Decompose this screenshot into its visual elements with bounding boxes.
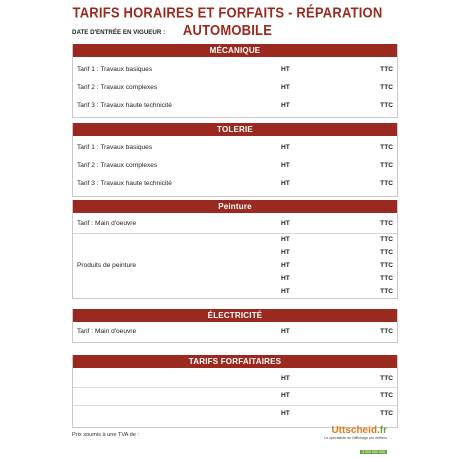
ttc-label: TTC <box>380 275 393 282</box>
ttc-label: TTC <box>380 84 393 91</box>
ttc-label: TTC <box>380 328 393 335</box>
ttc-label: TTC <box>380 392 393 399</box>
row-label: Tarif 3 : Travaux haute technicité <box>77 102 172 109</box>
brand-logo <box>324 425 387 458</box>
ttc-label: TTC <box>380 162 393 169</box>
brand-name <box>324 425 387 436</box>
ht-label: HT <box>281 410 290 417</box>
brand-phone: 3 000 000 000 <box>362 450 385 454</box>
section-title: TARIFS FORFAITAIRES <box>73 355 397 368</box>
section-title: MÉCANIQUE <box>73 44 397 57</box>
ht-label: HT <box>281 66 290 73</box>
ttc-label: TTC <box>380 288 393 295</box>
ttc-label: TTC <box>380 66 393 73</box>
ttc-label: TTC <box>380 102 393 109</box>
row-label: Tarif : Main d'oeuvre <box>77 328 137 335</box>
section-title: TOLERIE <box>73 123 397 136</box>
section-tolerie <box>72 123 398 197</box>
ttc-label: TTC <box>380 220 393 227</box>
ht-label: HT <box>281 220 290 227</box>
effective-date-label: DATE D'ENTRÉE EN VIGUEUR : <box>72 29 166 36</box>
row-label: Tarif 3 : Travaux haute technicité <box>77 180 172 187</box>
row-divider <box>73 233 397 234</box>
ttc-label: TTC <box>380 262 393 269</box>
row-label: Tarif : Main d'oeuvre <box>77 220 137 227</box>
price-sheet <box>62 0 393 455</box>
ttc-label: TTC <box>380 375 393 382</box>
ttc-label: TTC <box>380 144 393 151</box>
section-title: Peinture <box>73 200 397 213</box>
ht-label: HT <box>281 249 290 256</box>
section-forfaits <box>72 355 398 428</box>
section-mecanique <box>72 44 398 118</box>
ht-label: HT <box>281 328 290 335</box>
ht-label: HT <box>281 392 290 399</box>
section-peinture <box>72 200 398 299</box>
row-label: Tarif 2 : Travaux complexes <box>77 162 158 169</box>
vat-note: Prix soumis à une TVA de : <box>72 432 139 438</box>
ht-label: HT <box>281 275 290 282</box>
ht-label: HT <box>281 102 290 109</box>
ht-label: HT <box>281 262 290 269</box>
row-label: Produits de peinture <box>77 262 137 269</box>
brand-name-suffix: .fr <box>377 425 387 436</box>
section-electricite <box>72 309 398 343</box>
ht-label: HT <box>281 84 290 91</box>
row-label: Tarif 2 : Travaux complexes <box>77 84 158 91</box>
ht-label: HT <box>281 162 290 169</box>
section-title: ÉLECTRICITÉ <box>73 309 397 322</box>
page-title: TARIFS HORAIRES ET FORFAITS - RÉPARATION AUTOMOBILE <box>72 3 383 39</box>
ttc-label: TTC <box>380 236 393 243</box>
ht-label: HT <box>281 144 290 151</box>
brand-tagline: Le spécialiste de l'affichage pro métiers <box>324 436 387 440</box>
ttc-label: TTC <box>380 180 393 187</box>
row-divider <box>73 405 397 406</box>
ht-label: HT <box>281 236 290 243</box>
brand-name-main: Uttscheid <box>331 425 377 436</box>
ttc-label: TTC <box>380 410 393 417</box>
row-label: Tarif 1 : Travaux basiques <box>77 66 153 73</box>
ht-label: HT <box>281 288 290 295</box>
row-divider <box>73 387 397 388</box>
ttc-label: TTC <box>380 249 393 256</box>
row-label: Tarif 1 : Travaux basiques <box>77 144 153 151</box>
ht-label: HT <box>281 180 290 187</box>
ht-label: HT <box>281 375 290 382</box>
